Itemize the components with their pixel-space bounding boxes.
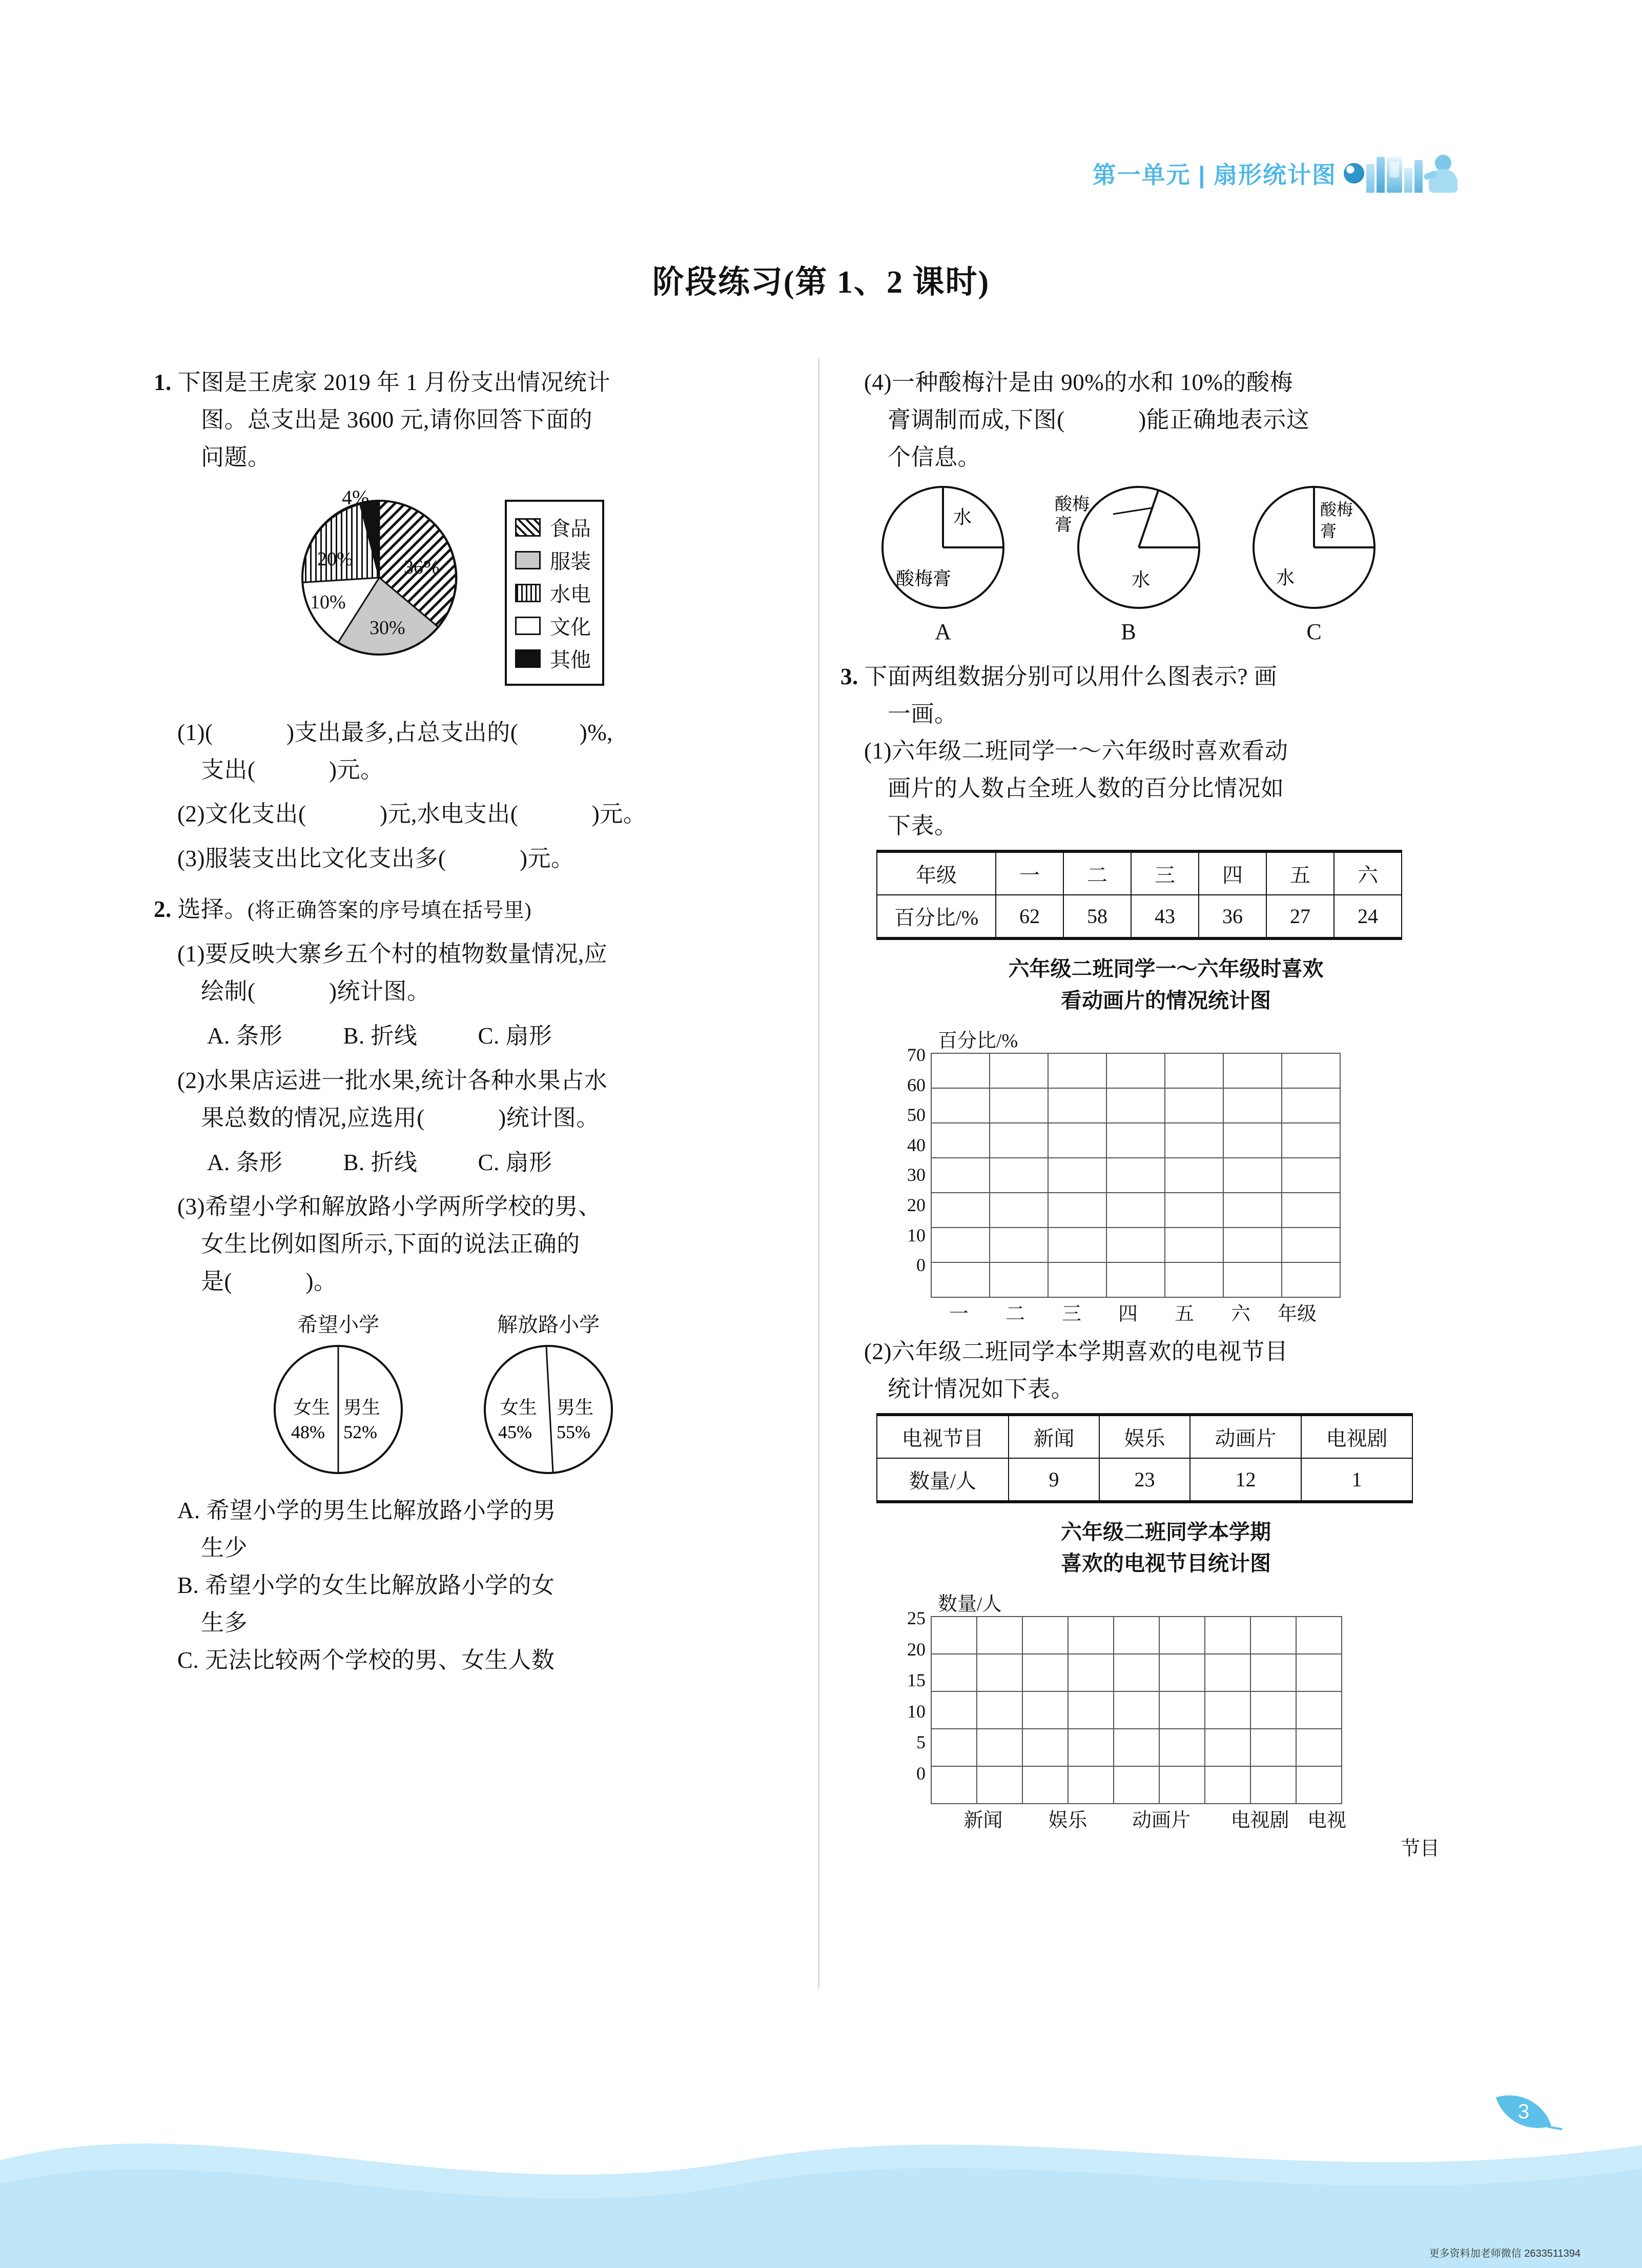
page-header: [0, 154, 1642, 200]
legend-label: 食品: [550, 517, 591, 541]
svg-text:48%: 48%: [291, 1422, 325, 1443]
table-cell: 娱乐: [1099, 1415, 1190, 1458]
x-tick: 四: [1118, 1303, 1138, 1325]
q1-sub1-part-a: (1)(: [177, 719, 213, 745]
option-a[interactable]: A. 条形: [207, 1149, 283, 1175]
header-topic: 扇形统计图: [1214, 161, 1337, 188]
q2-sub1-options: [154, 1017, 805, 1055]
book-icon: [1404, 168, 1412, 193]
y-tick: 10: [907, 1701, 926, 1722]
q2-sub3-line3-b: )。: [305, 1269, 337, 1295]
school-gender-pies: [154, 1309, 805, 1479]
svg-text:45%: 45%: [498, 1422, 532, 1443]
table-row: [877, 895, 1402, 938]
y-tick: 70: [907, 1045, 926, 1066]
q2-sub4-line2-a: 膏调制而成,下图(: [888, 406, 1065, 433]
question-3: [840, 658, 1491, 845]
y-tick: 50: [907, 1105, 926, 1126]
question-2-title: 选择。: [177, 896, 248, 923]
question-3-line2: 一画。: [888, 701, 958, 727]
q2-sub4-line1: (4)一种酸梅汁是由 90%的水和 10%的酸梅: [864, 370, 1293, 395]
page-title: 阶段练习(第 1、2 课时): [652, 265, 990, 300]
q2-sub2-line2-a: 果总数的情况,应选用(: [201, 1105, 425, 1131]
x-axis-label-line1: 电视: [1307, 1809, 1347, 1831]
question-1-subquestions: [154, 714, 805, 878]
bar-chart-1-title-line1: 六年级二班同学一～六年级时喜欢: [1008, 957, 1324, 981]
svg-text:酸梅膏: 酸梅膏: [896, 568, 952, 589]
q2-sub4-line3: 个信息。: [888, 444, 981, 470]
diagram-a-svg: [871, 483, 1015, 611]
legend-item: [515, 644, 591, 673]
table-cell: 动画片: [1190, 1415, 1301, 1458]
q2-sub3-options: [154, 1492, 805, 1679]
q2-sub1-line1: (1)要反映大寨乡五个村的植物数量情况,应: [177, 941, 608, 967]
x-axis-label-line2: 节目: [1401, 1837, 1440, 1860]
blank-plot-grid[interactable]: [931, 1616, 1342, 1804]
y-axis-label: 数量/人: [938, 1593, 1002, 1615]
question-2-number: 2.: [154, 896, 172, 923]
pencil-icon: [1387, 157, 1402, 193]
q3-sub1-line1: (1)六年级二班同学一～六年级时喜欢看动: [864, 738, 1288, 764]
option-b[interactable]: B. 折线: [343, 1023, 418, 1049]
student-icon: [1425, 155, 1462, 193]
bar-chart-2: [840, 1588, 1491, 1861]
footer-decoration: [0, 2083, 1642, 2268]
svg-text:女生: 女生: [500, 1397, 538, 1418]
svg-text:10%: 10%: [310, 591, 346, 613]
q1-sub2-part-b: )元,水电支出(: [379, 801, 519, 827]
table-cell: 五: [1266, 851, 1334, 895]
legend-item: [515, 513, 591, 542]
q3-sub1-line2: 画片的人数占全班人数的百分比情况如: [888, 775, 1284, 802]
q2-sub1-line2-b: )统计图。: [329, 978, 430, 1005]
diagram-c-svg: [1242, 483, 1386, 611]
bar-chart-2-title-line2: 喜欢的电视节目统计图: [1061, 1551, 1271, 1576]
svg-text:男生: 男生: [343, 1397, 381, 1418]
q2-sub3-line3-a: 是(: [201, 1269, 232, 1295]
bar-chart-1-title-line2: 看动画片的情况统计图: [1061, 988, 1271, 1012]
x-tick: 二: [1005, 1303, 1025, 1325]
left-column: [154, 364, 805, 1679]
q3-sub2-line1: (2)六年级二班同学本学期喜欢的电视节目: [864, 1339, 1288, 1365]
q3-sub2-line2: 统计情况如下表。: [888, 1376, 1075, 1402]
y-tick: 20: [907, 1639, 926, 1660]
svg-text:酸梅: 酸梅: [1320, 500, 1353, 519]
header-decoration-icons: [1344, 154, 1462, 193]
question-3-number: 3.: [840, 663, 858, 689]
table-cell: 9: [1009, 1458, 1099, 1502]
svg-text:男生: 男生: [557, 1397, 594, 1418]
q2-sub3-line1: (3)希望小学和解放路小学两所学校的男、: [177, 1194, 602, 1220]
legend-swatch-food-icon: [515, 518, 541, 537]
table-cell: 36: [1199, 895, 1266, 938]
y-tick: 20: [907, 1194, 926, 1215]
q2-sub2-line1: (2)水果店运进一批水果,统计各种水果占水: [177, 1067, 608, 1093]
pie-caption: 解放路小学: [497, 1313, 600, 1337]
question-1: [154, 364, 805, 476]
option-a[interactable]: A. 条形: [207, 1023, 283, 1049]
svg-text:52%: 52%: [343, 1422, 377, 1443]
table-row: [877, 1415, 1412, 1458]
bar-chart-1: [840, 1025, 1491, 1326]
book-icon: [1366, 164, 1374, 193]
svg-text:酸梅: 酸梅: [1055, 495, 1090, 514]
q1-sub2-part-a: (2)文化支出(: [177, 801, 306, 827]
x-tick: 新闻: [963, 1809, 1003, 1831]
diagram-option-b[interactable]: [1052, 483, 1205, 645]
table-row: [877, 851, 1402, 895]
svg-text:膏: 膏: [1320, 521, 1337, 540]
y-tick: 0: [916, 1763, 926, 1784]
table-cell: 六: [1334, 851, 1402, 895]
bar-chart-2-title: [840, 1517, 1491, 1580]
y-tick: 10: [907, 1224, 926, 1245]
table-cell: 四: [1199, 851, 1266, 895]
legend-item: [515, 611, 591, 640]
svg-text:水: 水: [953, 506, 972, 527]
book-icon: [1414, 160, 1423, 193]
legend-label: 水电: [550, 583, 591, 606]
page-number: 3: [1517, 2100, 1530, 2123]
x-tick: 五: [1174, 1303, 1194, 1325]
sourplum-diagram-options: [840, 483, 1491, 645]
q2-sub1-line2-a: 绘制(: [201, 978, 256, 1005]
svg-text:55%: 55%: [557, 1422, 590, 1443]
question-2: [154, 891, 805, 1300]
wave-shape-icon: [0, 2083, 1642, 2268]
y-axis-label: 百分比/%: [938, 1030, 1018, 1052]
question-1-line2: 图。总支出是 3600 元,请你回答下面的: [201, 406, 593, 433]
diagram-option-c[interactable]: [1242, 483, 1386, 645]
school-pie-jiefanglu: [482, 1309, 615, 1479]
q2-sub4-line2-b: )能正确地表示这: [1138, 406, 1310, 433]
header-separator: |: [1198, 161, 1206, 188]
header-unit-label: 第一单元: [1092, 161, 1191, 188]
table-row: [877, 1458, 1412, 1502]
table-cell: 58: [1063, 895, 1131, 938]
table-cell: 62: [996, 895, 1063, 938]
option-b-line2: 生多: [201, 1609, 248, 1636]
table-cell: 三: [1131, 851, 1199, 895]
diagram-letter: B: [1121, 619, 1136, 644]
x-tick: 三: [1061, 1303, 1081, 1325]
pie-label-other: 4%: [342, 485, 370, 509]
table-cell: 电视剧: [1301, 1415, 1412, 1458]
y-tick: 60: [907, 1074, 926, 1095]
y-tick: 40: [907, 1134, 926, 1155]
hope-school-pie-svg: [272, 1343, 405, 1476]
legend-label: 文化: [550, 616, 591, 639]
question-3-line1: 下面两组数据分别可以用什么图表示? 画: [864, 663, 1278, 689]
q2-sub2-line2-b: )统计图。: [498, 1105, 600, 1131]
legend-swatch-clothing-icon: [515, 551, 541, 569]
row-header: 电视节目: [877, 1415, 1009, 1458]
bar-chart-1-title: [840, 953, 1491, 1016]
x-tick: 娱乐: [1048, 1809, 1087, 1831]
x-tick: 电视剧: [1230, 1809, 1289, 1831]
pie-caption: 希望小学: [297, 1313, 379, 1337]
legend-swatch-culture-icon: [515, 617, 541, 635]
q3-sub1-line3: 下表。: [888, 813, 958, 839]
y-tick: 5: [916, 1732, 926, 1753]
legend-label: 其他: [550, 648, 591, 672]
option-b[interactable]: B. 折线: [343, 1149, 418, 1175]
table-cell: 27: [1266, 895, 1334, 938]
right-column: [840, 364, 1491, 1861]
table-cell: 二: [1063, 851, 1131, 895]
option-c-line1[interactable]: C. 无法比较两个学校的男、女生人数: [177, 1647, 555, 1673]
svg-text:36%: 36%: [404, 556, 440, 578]
grade-percentage-table: [876, 850, 1402, 940]
svg-text:女生: 女生: [293, 1397, 331, 1418]
legend-label: 服装: [550, 550, 591, 574]
option-a-line1[interactable]: A. 希望小学的男生比解放路小学的男: [177, 1498, 556, 1524]
q1-sub1-part-b: )支出最多,占总支出的(: [286, 719, 519, 745]
question-2-sub4: [840, 364, 1491, 476]
book-icon: [1377, 157, 1385, 193]
table-cell: 一: [996, 851, 1063, 895]
q1-sub3-part-b: )元。: [519, 846, 574, 872]
q1-sub1-part-e: )元。: [329, 757, 384, 783]
y-tick: 0: [916, 1255, 926, 1276]
svg-text:水: 水: [1276, 567, 1295, 588]
table-cell: 12: [1190, 1458, 1301, 1502]
x-tick: 六: [1230, 1303, 1250, 1325]
column-divider: [818, 359, 819, 1989]
pie-legend: [505, 500, 604, 686]
svg-text:水: 水: [1132, 569, 1151, 590]
question-3-sub2: [840, 1333, 1491, 1408]
q1-sub3-part-a: (3)服装支出比文化支出多(: [177, 846, 446, 872]
bar-chart-2-title-line1: 六年级二班同学本学期: [1061, 1520, 1271, 1544]
y-tick: 15: [907, 1670, 926, 1691]
question-1-line3: 问题。: [201, 444, 271, 470]
table-cell: 43: [1131, 895, 1199, 938]
question-2-note: (将正确答案的序号填在括号里): [248, 898, 532, 922]
pie-chart-svg: [279, 485, 484, 670]
x-tick: 动画片: [1132, 1809, 1191, 1831]
question-1-line1: 下图是王虎家 2019 年 1 月份支出情况统计: [177, 370, 611, 395]
legend-swatch-utilities-icon: [515, 584, 541, 602]
y-tick: 25: [907, 1607, 926, 1628]
q2-sub2-options: [154, 1144, 805, 1181]
legend-swatch-other-icon: [515, 649, 541, 668]
table-cell: 23: [1099, 1458, 1190, 1502]
q2-sub3-line2: 女生比例如图所示,下面的说法正确的: [201, 1231, 580, 1257]
legend-item: [515, 578, 591, 607]
expense-pie-chart: [154, 485, 805, 701]
x-tick: 一: [949, 1303, 969, 1325]
diagram-option-a[interactable]: [871, 483, 1015, 645]
x-axis-label: 年级: [1277, 1303, 1317, 1325]
tv-program-table: [876, 1413, 1413, 1503]
legend-item: [515, 545, 591, 575]
y-tick: 30: [907, 1164, 926, 1186]
svg-text:20%: 20%: [317, 548, 353, 570]
option-c[interactable]: C. 扇形: [478, 1149, 552, 1175]
table-cell: 1: [1301, 1458, 1412, 1502]
q1-sub1-part-c: )%,: [579, 719, 613, 745]
soccer-ball-icon: [1344, 163, 1364, 183]
header-title: [1093, 156, 1337, 190]
diagram-letter: A: [935, 619, 951, 644]
row-header: 百分比/%: [877, 895, 996, 938]
q1-sub2-part-c: )元。: [591, 801, 647, 827]
jiefanglu-school-pie-svg: [482, 1343, 615, 1476]
svg-text:膏: 膏: [1055, 515, 1072, 535]
question-1-number: 1.: [154, 370, 172, 395]
svg-text:30%: 30%: [370, 617, 405, 639]
option-a-line2: 生少: [201, 1535, 248, 1561]
page-number-leaf-icon: [1496, 2084, 1551, 2139]
table-cell: 新闻: [1009, 1415, 1099, 1458]
row-header: 年级: [877, 851, 996, 895]
option-c[interactable]: C. 扇形: [478, 1023, 552, 1049]
diagram-b-svg: [1052, 483, 1205, 611]
q1-sub1-part-d: 支出(: [201, 757, 256, 783]
option-b-line1[interactable]: B. 希望小学的女生比解放路小学的女: [177, 1572, 555, 1598]
diagram-letter: C: [1306, 619, 1322, 644]
table-cell: 24: [1334, 895, 1402, 938]
watermark-text: 更多资料加老师微信 2633511394: [1429, 2248, 1581, 2259]
row-header: 数量/人: [877, 1458, 1009, 1502]
school-pie-hope: [272, 1309, 405, 1479]
blank-plot-grid[interactable]: [931, 1053, 1341, 1298]
